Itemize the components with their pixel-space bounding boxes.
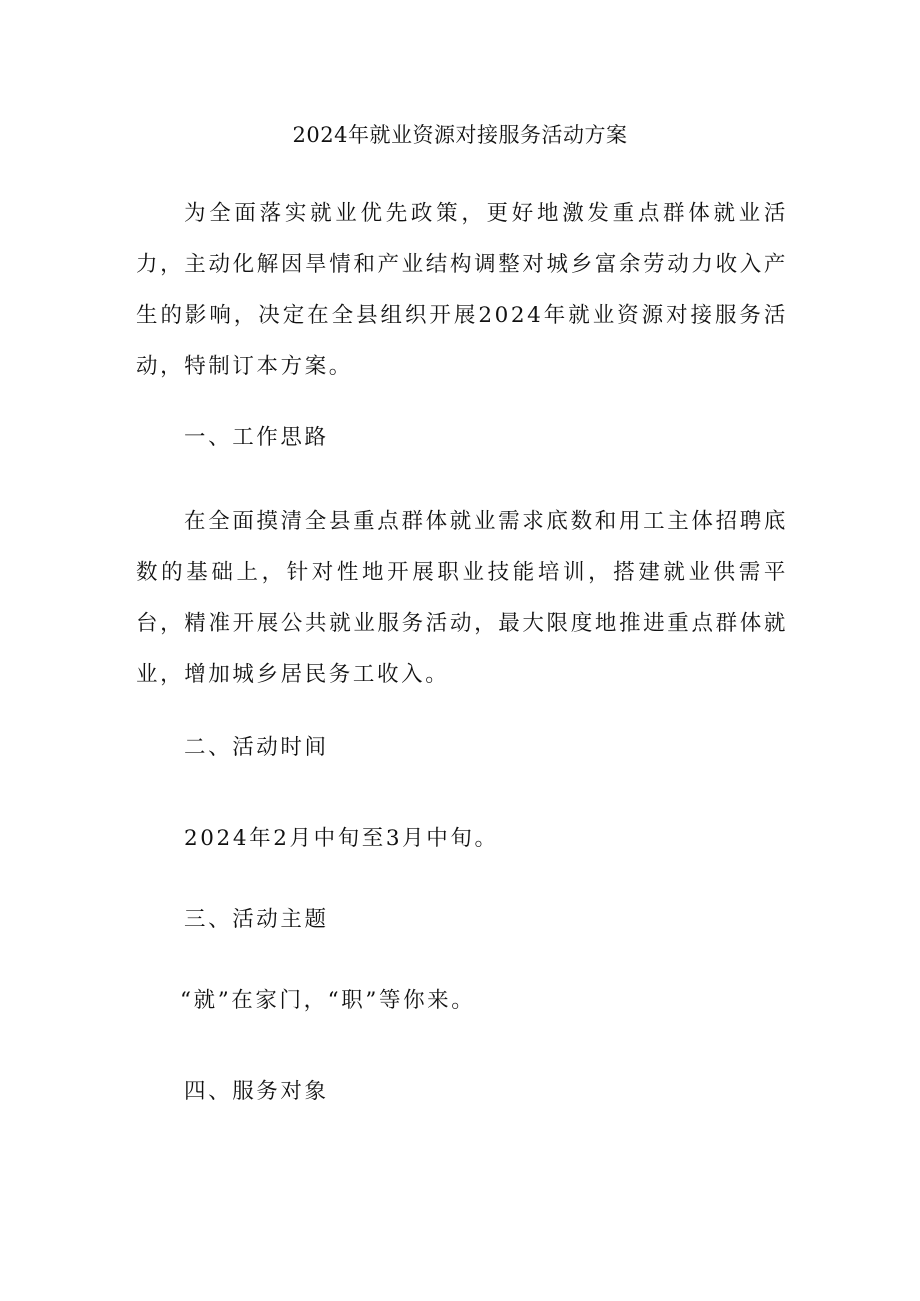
section-heading-work-approach: 一、工作思路 — [184, 425, 329, 450]
section-heading-activity-time: 二、活动时间 — [184, 735, 329, 760]
section-body-activity-theme: “就”在家门，“职”等你来。 — [180, 988, 476, 1013]
section-heading-service-targets: 四、服务对象 — [184, 1079, 329, 1104]
section-body-work-approach: 在全面摸清全县重点群体就业需求底数和用工主体招聘底数的基础上，针对性地开展职业技能培训，搭建就业供需平台，精准开展公共就业服务活动，最大限度地推进重点群体就业，增加城乡居民务工收入。 — [136, 509, 788, 687]
document-title: 2024年就业资源对接服务活动方案 — [292, 123, 628, 147]
section-body-activity-time: 2024年2月中旬至3月中旬。 — [184, 826, 499, 851]
intro-paragraph: 为全面落实就业优先政策，更好地激发重点群体就业活力，主动化解因旱情和产业结构调整对城乡富余劳动力收入产生的影响，决定在全县组织开展2024年就业资源对接服务活动，特制订本方案。 — [136, 201, 788, 379]
section-heading-activity-theme: 三、活动主题 — [184, 907, 329, 932]
